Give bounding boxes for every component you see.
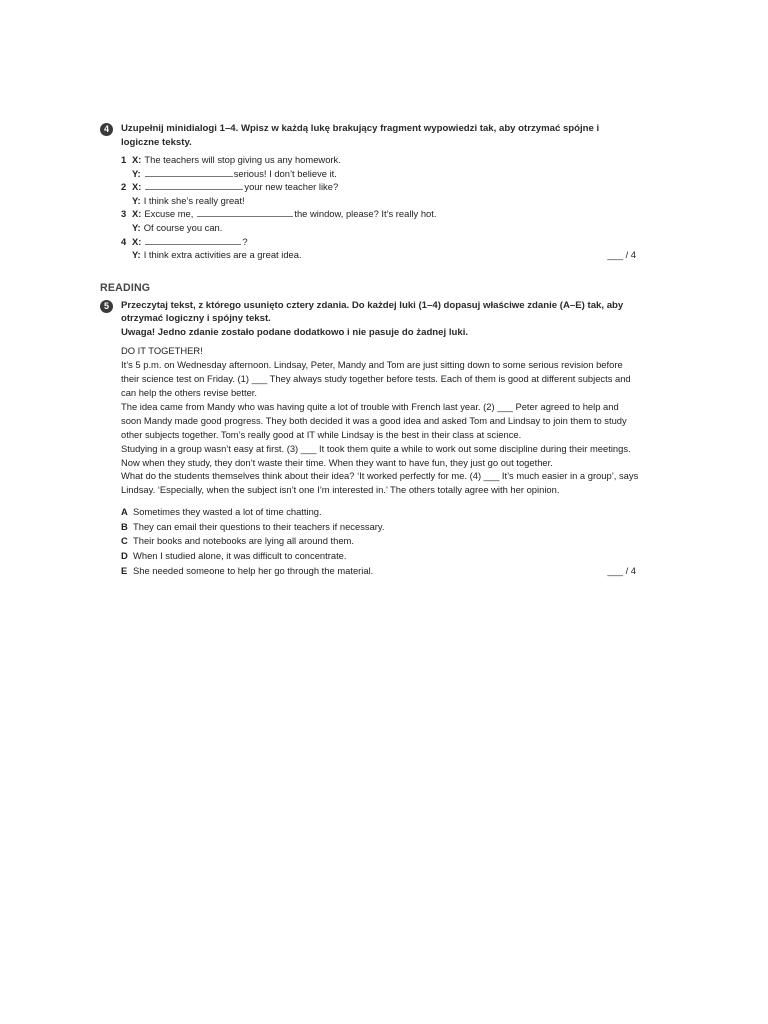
- option-letter: A: [121, 506, 128, 518]
- option-text: They can email their questions to their teachers if necessary.: [133, 520, 385, 532]
- gap-blank[interactable]: [145, 235, 241, 245]
- reading-section-title: READING: [100, 281, 151, 294]
- answer-options: [121, 505, 640, 578]
- option-letter: B: [121, 520, 128, 532]
- dialog-text: your new teacher like?: [244, 181, 339, 193]
- reading-paragraph-2: The idea came from Mandy who was having quite a lot of trouble with French last year. (2) ___ Peter agreed to help and soon Mandy made good progress. They both decided it was a good idea and asked Tom and Lindsay to join them to study other subjects together. Tom’s really good at IT while Lindsay is the best in their class at science.: [121, 400, 627, 440]
- task4-header: [100, 122, 640, 149]
- option-text: Their books and notebooks are lying all around them.: [133, 535, 354, 547]
- dialog-text: serious! I don’t believe it.: [233, 167, 337, 179]
- option-d: [121, 549, 640, 564]
- task5-header: [100, 299, 640, 340]
- dialog1-y-line: [121, 167, 640, 181]
- dialog-text: Of course you can.: [143, 221, 223, 233]
- dialog-text: The teachers will stop giving us any homework.: [144, 154, 341, 165]
- dialog-number: 2: [121, 181, 127, 193]
- dialog2-y-line: [121, 194, 640, 208]
- option-a: [121, 505, 640, 520]
- dialog-text: I think she’s really great!: [143, 194, 245, 206]
- option-text: When I studied alone, it was difficult to concentrate.: [133, 550, 347, 561]
- task4-instruction: Uzupełnij minidialogi 1–4. Wpisz w każdą lukę brakujący fragment wypowiedzi tak, aby otrzymać spójne i logiczne teksty.: [121, 123, 600, 148]
- reading-paragraph-4: What do the students themselves think about their idea? ‘It worked perfectly for me. (4) ___ It’s much easier in a group’, says Lindsay. ‘Especially, when the subject isn’t one I’m interested in.’ The others totally agree with her opinion.: [121, 470, 639, 496]
- dialog1-x-line: [121, 153, 640, 167]
- speaker-label: Y:: [132, 249, 141, 261]
- task5-instruction: Przeczytaj tekst, z którego usunięto cztery zdania. Do każdej luki (1–4) dopasuj właściwe zdanie (A–E) tak, aby otrzymać logiczny i spójny tekst.: [121, 299, 624, 325]
- dialog-number: 3: [121, 208, 127, 220]
- speaker-label: Y:: [132, 167, 141, 179]
- task4-dialogs: [121, 153, 640, 262]
- dialog4-y-line: [121, 248, 640, 262]
- gap-blank[interactable]: [197, 207, 293, 217]
- reading-paragraph-1: It’s 5 p.m. on Wednesday afternoon. Lindsay, Peter, Mandy and Tom are just sitting down to some serious revision before their science test on Friday. (1) ___ They always study together before tests. Each of them is good at different subjects and can help the others revise better.: [121, 359, 631, 398]
- option-text: She needed someone to help her go through the material.: [133, 564, 374, 576]
- dialog-number: 4: [121, 235, 127, 247]
- speaker-label: X:: [132, 235, 142, 247]
- dialog4-x-line: [121, 235, 640, 249]
- worksheet-page: [100, 122, 640, 578]
- option-e-row: [121, 564, 640, 579]
- task4-number-badge: 4: [100, 123, 113, 136]
- speaker-label: Y:: [132, 221, 141, 233]
- speaker-label: X:: [132, 181, 142, 193]
- option-letter: C: [121, 535, 128, 547]
- option-b: [121, 520, 640, 535]
- reading-title: DO IT TOGETHER!: [121, 345, 203, 357]
- dialog3-x-line: [121, 207, 640, 221]
- option-letter: D: [121, 550, 128, 561]
- task5-number-badge: 5: [100, 300, 113, 313]
- option-e: [121, 564, 373, 579]
- dialog-text: I think extra activities are a great idea.: [143, 249, 302, 261]
- gap-blank[interactable]: [145, 167, 233, 177]
- dialog2-x-line: [121, 180, 640, 194]
- dialog-text: ?: [242, 235, 248, 247]
- task5-score: ___ / 4: [607, 564, 636, 576]
- speaker-label: X:: [132, 154, 142, 165]
- dialog-text: Excuse me,: [144, 208, 194, 220]
- task4-score: ___ / 4: [607, 249, 636, 261]
- gap-blank[interactable]: [145, 180, 243, 190]
- task5-note: Uwaga! Jedno zdanie zostało podane dodatkowo i nie pasuje do żadnej luki.: [121, 326, 469, 338]
- option-letter: E: [121, 564, 128, 576]
- option-c: [121, 534, 640, 549]
- speaker-label: X:: [132, 208, 142, 220]
- dialog-number: 1: [121, 154, 127, 165]
- option-text: Sometimes they wasted a lot of time chatting.: [133, 506, 322, 518]
- reading-text: [121, 344, 640, 497]
- dialog-text: the window, please? It’s really hot.: [294, 208, 437, 220]
- speaker-label: Y:: [132, 194, 141, 206]
- dialog3-y-line: [121, 221, 640, 235]
- reading-paragraph-3: Studying in a group wasn’t easy at first. (3) ___ It took them quite a while to work out some discipline during their meetings. Now when they study, they don’t waste their time. When they want to have fun, they just go out together.: [121, 442, 631, 468]
